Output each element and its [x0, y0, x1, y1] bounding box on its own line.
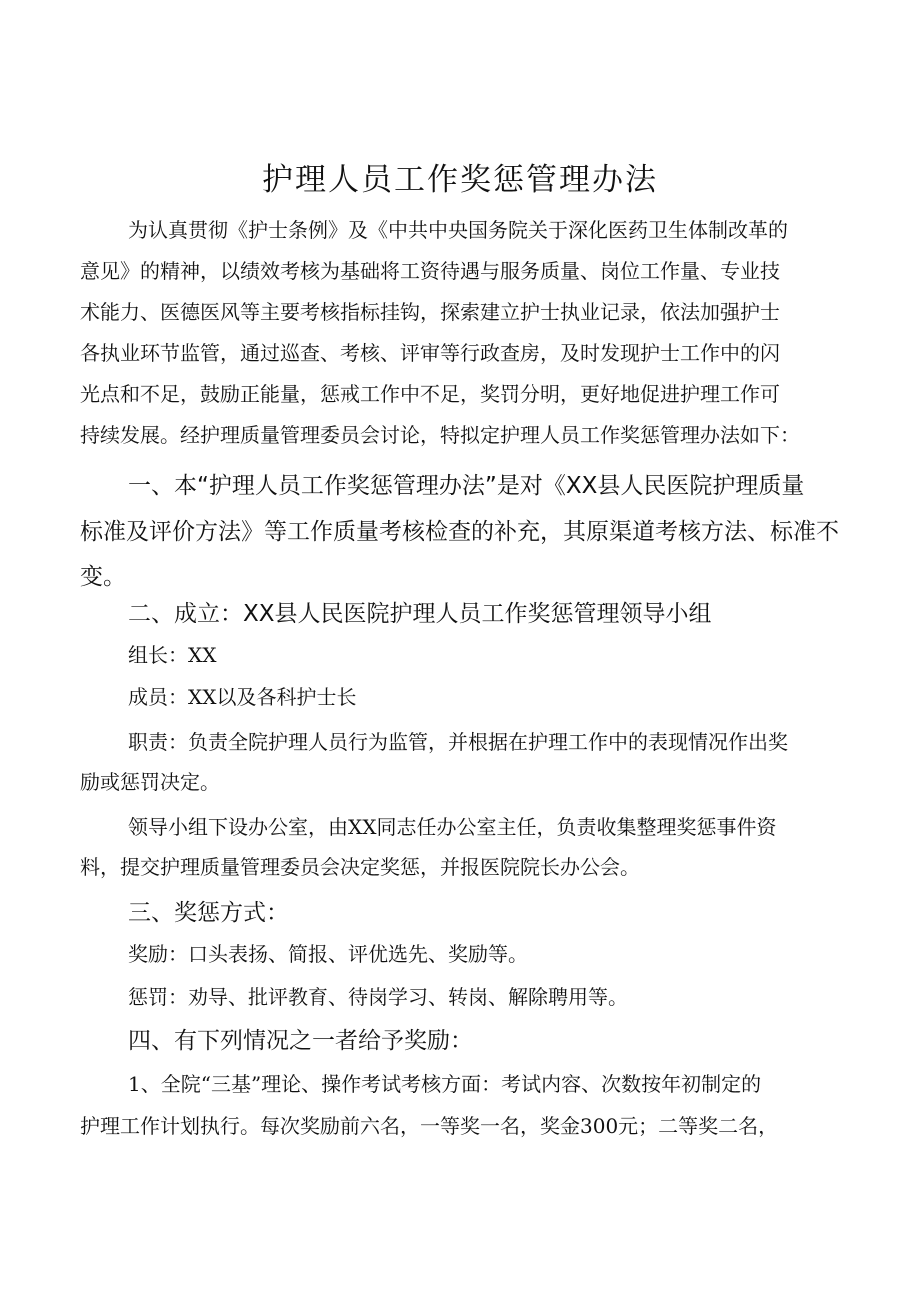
punish-methods: 惩罚：劝导、批评教育、待岗学习、转岗、解除聘用等。 — [128, 985, 628, 1009]
office-line: 料，提交护理质量管理委员会决定奖惩，并报医院院长办公会。 — [80, 855, 640, 879]
group-leader: 组长：XX — [128, 643, 217, 667]
section-1-line: 变。 — [80, 564, 126, 590]
document-title: 护理人员工作奖惩管理办法 — [262, 162, 658, 198]
group-duty-line: 励或惩罚决定。 — [80, 770, 220, 794]
intro-line: 持续发展。经护理质量管理委员会讨论，特拟定护理人员工作奖惩管理办法如下： — [80, 423, 800, 447]
section-1-line: 标准及评价方法》等工作质量考核检查的补充，其原渠道考核方法、标准不 — [80, 519, 839, 545]
intro-line: 意见》的精神，以绩效考核为基础将工资待遇与服务质量、岗位工作量、专业技 — [80, 259, 780, 283]
section-3-heading: 三、奖惩方式： — [128, 900, 289, 926]
group-members: 成员：XX以及各科护士长 — [128, 685, 357, 709]
intro-line: 术能力、医德医风等主要考核指标挂钩，探索建立护士执业记录，依法加强护士 — [80, 300, 780, 324]
section-2-heading: 二、成立：XX县人民医院护理人员工作奖惩管理领导小组 — [128, 601, 712, 627]
intro-line: 光点和不足，鼓励正能量，惩戒工作中不足，奖罚分明，更好地促进护理工作可 — [80, 382, 780, 406]
section-1-line: 一、本“护理人员工作奖惩管理办法”是对《XX县人民医院护理质量 — [128, 473, 805, 499]
reward-methods: 奖励：口头表扬、简报、评优选先、奖励等。 — [128, 942, 528, 966]
reward-item-line: 护理工作计划执行。每次奖励前六名，一等奖一名，奖金300元；二等奖二名， — [80, 1114, 779, 1138]
reward-item-line: 1、全院“三基”理论、操作考试考核方面：考试内容、次数按年初制定的 — [128, 1072, 762, 1096]
section-4-heading: 四、有下列情况之一者给予奖励： — [128, 1028, 473, 1054]
office-line: 领导小组下设办公室，由XX同志任办公室主任，负责收集整理奖惩事件资 — [128, 815, 777, 839]
intro-line: 各执业环节监管，通过巡查、考核、评审等行政查房，及时发现护士工作中的闪 — [80, 341, 780, 365]
intro-line: 为认真贯彻《护士条例》及《中共中央国务院关于深化医药卫生体制改革的 — [128, 218, 788, 242]
group-duty-line: 职责：负责全院护理人员行为监管，并根据在护理工作中的表现情况作出奖 — [128, 730, 788, 754]
